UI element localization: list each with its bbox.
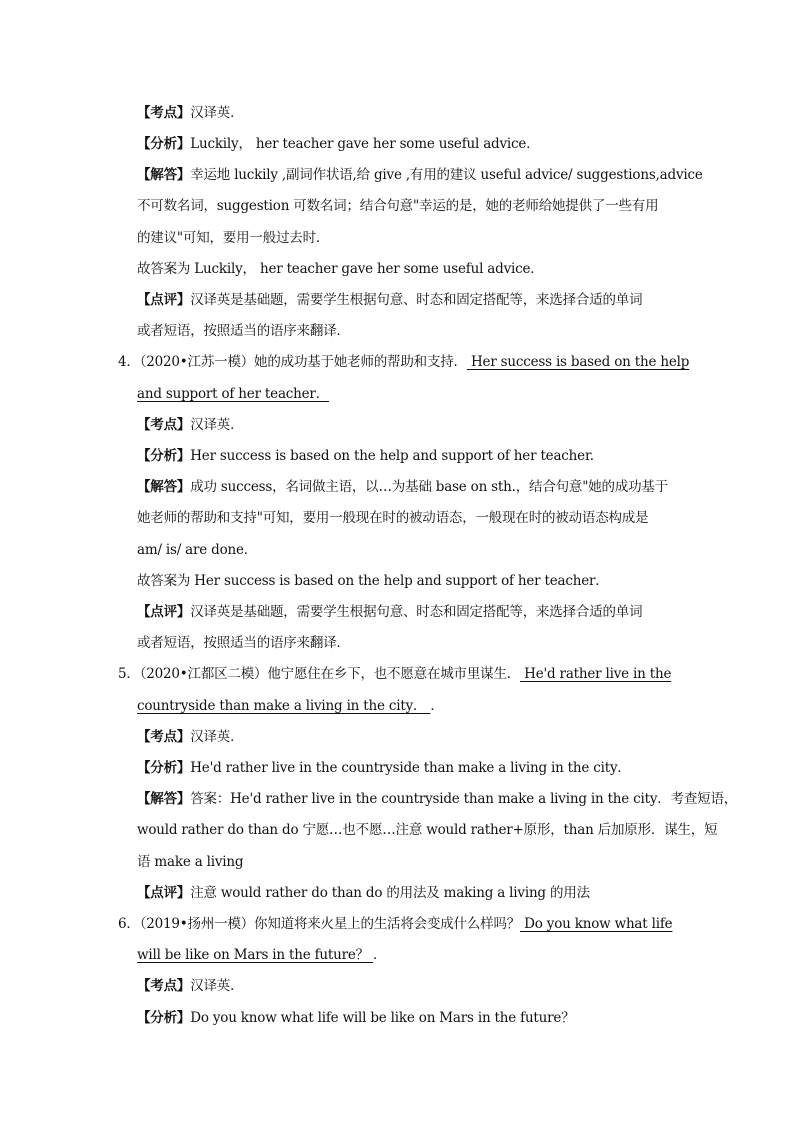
line-text: Luckily， her teacher gave her some useful advice． bbox=[190, 136, 540, 152]
text-line bbox=[137, 853, 243, 871]
line-text: ． bbox=[430, 698, 444, 714]
line-text: 汉译英． bbox=[190, 105, 244, 121]
section-tag: 【点评】 bbox=[137, 885, 191, 901]
section-tag: 【考点】 bbox=[137, 978, 191, 994]
line-text: 她老师的帮助和支持"可知，要用一般现在时的被动语态，一般现在时的被动语态构成是 bbox=[137, 510, 649, 526]
text-line bbox=[137, 291, 642, 309]
section-tag: 【分析】 bbox=[137, 448, 191, 464]
line-text: 汉译英． bbox=[190, 417, 244, 433]
text-line bbox=[137, 884, 590, 902]
answer-blank: will be like on Mars in the future？ bbox=[137, 947, 374, 963]
line-text: He'd rather live in the countryside than make a living in the city． bbox=[190, 760, 631, 776]
section-tag: 【分析】 bbox=[137, 1010, 191, 1026]
line-text: 成功 success，名词做主语，以…为基础 base on sth.，结合句意"她的成功基于 bbox=[190, 479, 669, 495]
section-tag: 【考点】 bbox=[137, 417, 191, 433]
section-tag: 【点评】 bbox=[137, 604, 191, 620]
line-text: 或者短语，按照适当的语序来翻译． bbox=[137, 323, 350, 339]
text-line bbox=[137, 946, 386, 964]
line-text: would rather do than do 宁愿…也不愿…注意 would rather+原形，than 后加原形．谋生，短 bbox=[137, 822, 718, 838]
text-line bbox=[137, 541, 257, 559]
text-line bbox=[137, 166, 703, 184]
line-text: 不可数名词，suggestion 可数名词；结合句意"幸运的是，她的老师给她提供了一些有用 bbox=[137, 198, 659, 214]
text-line bbox=[137, 790, 737, 808]
text-line bbox=[137, 385, 329, 403]
text-line bbox=[137, 416, 243, 434]
answer-blank: countryside than make a living in the city． bbox=[137, 698, 431, 714]
text-line bbox=[137, 229, 329, 247]
text-line bbox=[137, 104, 243, 122]
text-line bbox=[118, 915, 672, 933]
text-line bbox=[137, 447, 594, 465]
line-text: 答案：He'd rather live in the countryside than make a living in the city．考查短语， bbox=[190, 791, 738, 807]
line-text: am/ is/ are done． bbox=[137, 542, 258, 558]
text-line bbox=[137, 197, 658, 215]
line-text: 故答案为 Her success is based on the help and support of her teacher． bbox=[137, 573, 609, 589]
line-text: 汉译英． bbox=[190, 978, 244, 994]
line-text: 6．（2019•扬州一模）你知道将来火星上的生活将会变成什么样吗？ bbox=[118, 916, 521, 932]
section-tag: 【考点】 bbox=[137, 105, 191, 121]
section-tag: 【解答】 bbox=[137, 479, 191, 495]
line-text: 汉译英是基础题，需要学生根据句意、时态和固定搭配等，来选择合适的单词 bbox=[190, 292, 643, 308]
answer-blank: Her success is based on the help bbox=[466, 354, 690, 370]
text-line bbox=[118, 665, 671, 683]
line-text: 或者短语，按照适当的语序来翻译． bbox=[137, 635, 350, 651]
answer-blank: Do you know what life bbox=[520, 916, 673, 932]
line-text: 故答案为 Luckily， her teacher gave her some useful advice． bbox=[137, 261, 544, 277]
line-text: 汉译英． bbox=[190, 729, 244, 745]
text-line bbox=[137, 509, 648, 527]
line-text: ． bbox=[373, 947, 387, 963]
line-text: 4．（2020•江苏一模）她的成功基于她老师的帮助和支持． bbox=[118, 354, 467, 370]
text-line bbox=[137, 260, 544, 278]
text-line bbox=[137, 759, 631, 777]
text-line bbox=[137, 1009, 575, 1027]
text-line bbox=[137, 634, 350, 652]
text-line bbox=[137, 322, 350, 340]
text-line bbox=[137, 821, 717, 839]
section-tag: 【点评】 bbox=[137, 292, 191, 308]
section-tag: 【分析】 bbox=[137, 136, 191, 152]
line-text: 的建议"可知，要用一般过去时． bbox=[137, 230, 330, 246]
line-text: Do you know what life will be like on Mars in the future？ bbox=[190, 1010, 575, 1026]
section-tag: 【分析】 bbox=[137, 760, 191, 776]
text-line bbox=[137, 572, 609, 590]
line-text: 5．（2020•江都区二模）他宁愿住在乡下，也不愿意在城市里谋生． bbox=[118, 666, 521, 682]
text-line bbox=[137, 603, 642, 621]
answer-blank: and support of her teacher． bbox=[137, 386, 329, 402]
line-text: 汉译英是基础题，需要学生根据句意、时态和固定搭配等，来选择合适的单词 bbox=[190, 604, 643, 620]
line-text: 幸运地 luckily ,副词作状语,给 give ,有用的建议 useful advice/ suggestions,advice bbox=[190, 167, 703, 183]
text-line bbox=[118, 353, 689, 371]
text-line bbox=[137, 728, 243, 746]
text-line bbox=[137, 135, 540, 153]
section-tag: 【解答】 bbox=[137, 791, 191, 807]
answer-blank: He'd rather live in the bbox=[520, 666, 672, 682]
line-text: 注意 would rather do than do 的用法及 making a living 的用法 bbox=[190, 885, 590, 901]
line-text: Her success is based on the help and support of her teacher. bbox=[190, 448, 594, 464]
text-line bbox=[137, 977, 243, 995]
line-text: 语 make a living bbox=[137, 854, 244, 870]
section-tag: 【解答】 bbox=[137, 167, 191, 183]
section-tag: 【考点】 bbox=[137, 729, 191, 745]
text-line bbox=[137, 697, 444, 715]
text-line bbox=[137, 478, 668, 496]
